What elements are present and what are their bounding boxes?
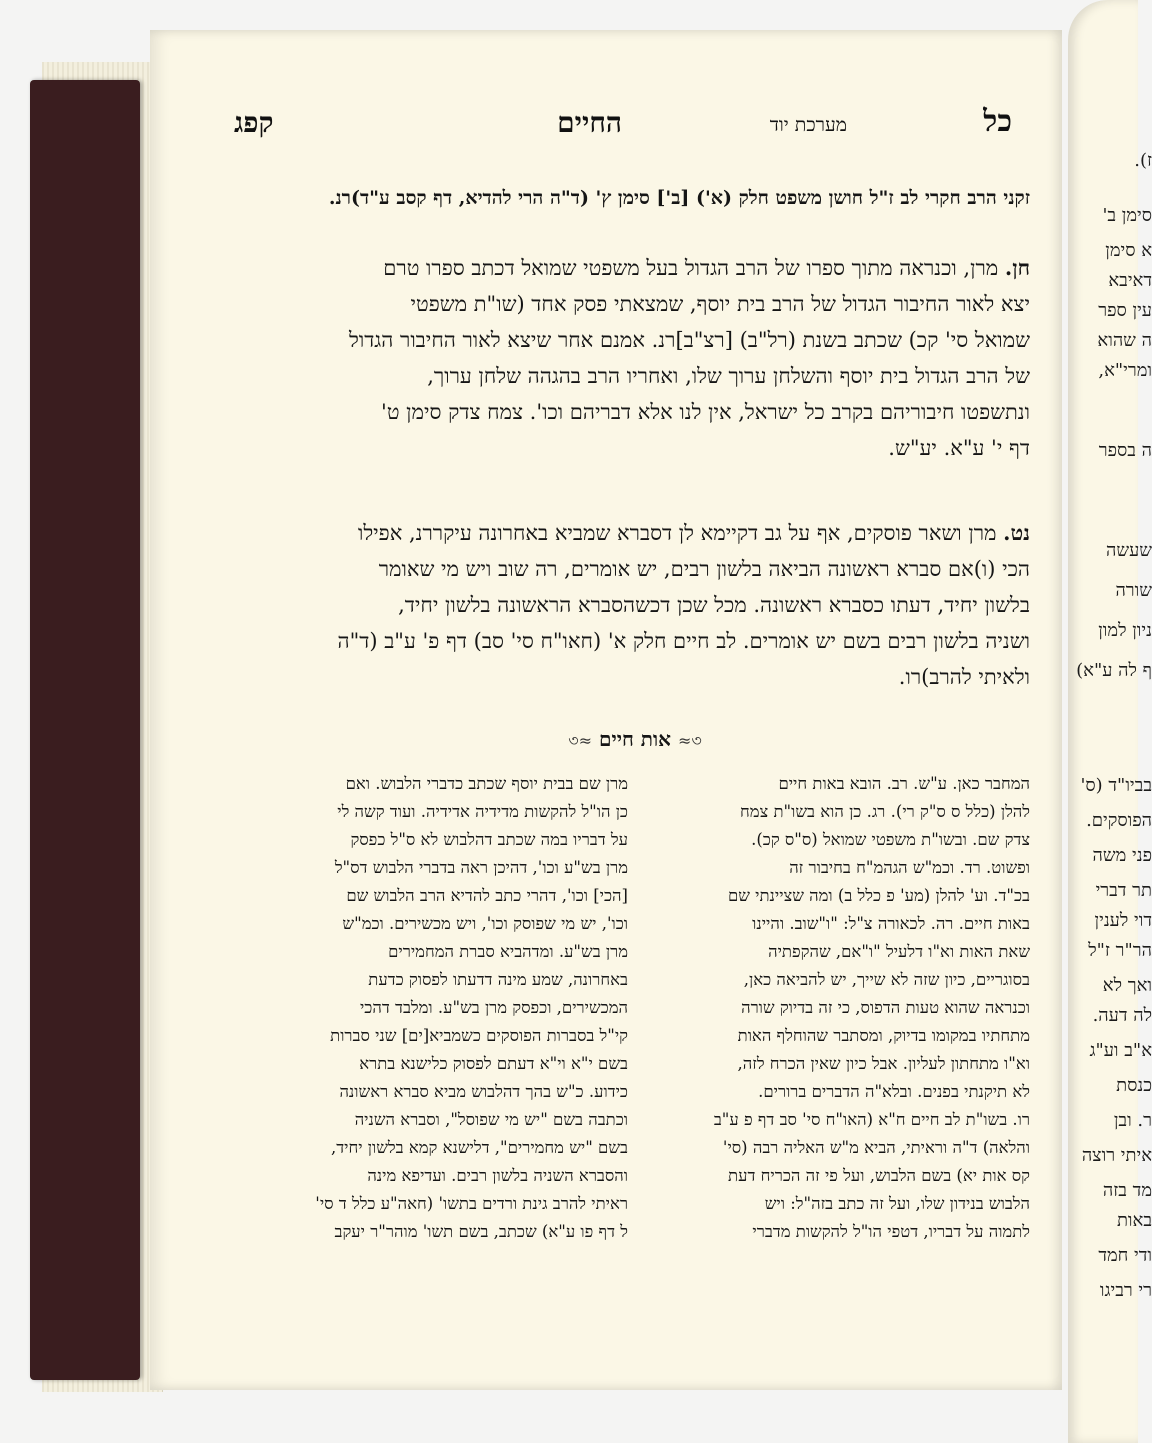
top-line: זקני הרב חקרי לב ז"ל חושן משפט חלק (א') [ב'] סימן ץ' (ד"ה הרי להדיא, דף קסב ע"ד)רנ.	[328, 187, 1030, 209]
note-line: ראיתי להרב גינת ורדים בתשו' (חאה"ע כלל ד סי'	[315, 1194, 628, 1213]
note-line: שאת האות וא"ו דלעיל "ו"אם, שהקפתיה	[768, 942, 1030, 961]
section-header	[240, 727, 1030, 755]
note-line: הלבוש בנידון שלו, ועל זה כתב בזה"ל: ויש	[764, 1194, 1030, 1213]
note-line: באחרונה, שמע מינה דדעתו לפסוק כדעת	[368, 970, 628, 989]
note-line: באות חיים. רה. לכאורה צ"ל: "ו"שוב. והיינו	[752, 914, 1030, 933]
entry-chn-line: דף י' ע"א. יע"ש.	[888, 436, 1030, 460]
entry-chn-line: ונתשפטו חיבוריהם בקרב כל ישראל, אין לנו אלא דבריהם וכו'. צמח צדק סימן ט'	[381, 400, 1030, 424]
facing-page-fragment: א סימן	[1105, 240, 1152, 261]
facing-page-fragment: פני משה	[1092, 845, 1152, 866]
facing-page-fragment: מד בזה	[1102, 1180, 1152, 1201]
running-head-section: מערכת יוד	[769, 114, 847, 136]
notes-column-left	[248, 770, 628, 1246]
note-line: וכנראה שהוא טעות הדפוס, כי זה בדיוק שורה	[741, 998, 1030, 1017]
note-line: מרן בש"ע וכו', דהיכן ראה בדברי הלבוש דס"ל	[334, 858, 628, 877]
page-number: קפג	[234, 106, 274, 139]
facing-page-fragment: ה בספר	[1098, 440, 1152, 461]
note-line: בכ"ד. וע' להלן (מע' פ כלל ב) ומה שציינתי שם	[727, 886, 1030, 905]
note-line: המחבר כאן. ע"ש. רב. הובא באות חיים	[778, 774, 1030, 793]
facing-page-fragment: כנסת	[1116, 1075, 1152, 1096]
note-line: לתמוה על דבריו, דטפי הו"ל להקשות מדברי	[752, 1222, 1030, 1241]
entry-chn	[240, 250, 1030, 466]
note-line: כידוע. כ"ש בהך דהלבוש מביא סברא ראשונה	[339, 1082, 628, 1101]
facing-page-fragment: דוי לענין	[1094, 910, 1152, 931]
facing-page-fragment: הפוסקים.	[1086, 810, 1152, 831]
notes-column-right	[650, 770, 1030, 1246]
entry-nt	[240, 515, 1030, 695]
entry-nt-label: נט.	[1003, 520, 1030, 545]
running-head	[234, 104, 1032, 148]
entry-nt-line: מרן ושאר פוסקים, אף על גב דקיימא לן דסברא שמביא באחרונה עיקררנ, אפילו	[357, 521, 997, 545]
facing-page-fragment: ף לה ע"א)	[1076, 660, 1152, 681]
note-line: על דבריו במה שכתב דהלבוש לא ס"ל כפסק	[350, 830, 628, 849]
facing-page-fragment: באות	[1116, 1210, 1152, 1231]
entry-chn-line: של הרב הגדול בית יוסף והשלחן ערוך שלו, ואחריו הרב בהגהה שלחן ערוך,	[427, 364, 1030, 388]
ornament-icon: ৩≈	[677, 731, 702, 750]
note-line: צדק שם. ובשו"ת משפטי שמואל (ס"ס קכ).	[751, 830, 1030, 849]
facing-page-fragment: איתי רוצה	[1081, 1145, 1152, 1166]
entry-nt-line: בלשון יחיד, דעתו כסברא ראשונה. מכל שכן דכשהסברא הראשונה בלשון יחיד,	[398, 593, 1030, 617]
entry-chn-label: חן.	[1004, 255, 1030, 280]
facing-page-fragment: רי רביגו	[1099, 1280, 1152, 1301]
entry-nt-line: ולאיתי להרב)רו.	[898, 665, 1030, 689]
note-line: ופשוט. רד. וכמ"ש הגהמ"ח בחיבור זה	[789, 858, 1030, 877]
facing-page-fragment: דאיבא	[1108, 270, 1152, 291]
facing-page-fragment: לה דעה.	[1092, 1005, 1152, 1026]
facing-page-fragment: ומרי"א,	[1098, 360, 1152, 381]
facing-page-fragment: הר"ר ז"ל	[1088, 940, 1152, 961]
note-line: בסוגריים, כיון שזה לא שייך, יש להביאה כאן,	[743, 970, 1030, 989]
entry-chn-line: יצא לאור החיבור הגדול של הרב בית יוסף, שמצאתי פסק אחד (שו"ת משפטי	[410, 292, 1030, 316]
note-line: בשם "יש מחמירים", דלישנא קמא בלשון יחיד,	[330, 1138, 628, 1157]
note-line: וכו', יש מי שפוסק וכו', ויש מכשירים. וכמ"ש	[342, 914, 628, 933]
facing-page-fragment: בביו"ד (ס'	[1080, 775, 1152, 796]
facing-page-fragment: ז).	[1134, 150, 1152, 171]
note-line: וא"ו מתחתון לעליון. אבל כיון שאין הכרח לזה,	[737, 1054, 1030, 1073]
facing-page-fragment: שורה	[1115, 580, 1152, 601]
ornament-icon: ≈৩	[568, 731, 593, 750]
note-line: כן הו"ל להקשות מדידיה אדידיה. ועוד קשה לי	[337, 802, 628, 821]
note-line: והסברא השניה בלשון רבים. ועדיפא מינה	[367, 1166, 628, 1185]
note-line: מרן בש"ע. ומדהביא סברת המחמירים	[388, 942, 628, 961]
note-line: [הכי] וכו', דהרי כתב להדיא הרב הלבוש שם	[346, 886, 628, 905]
note-line: להלן (כלל ס ס"ק רי). רג. כן הוא בשו"ת צמח	[740, 802, 1030, 821]
note-line: והלאה) ד"ה וראיתי, הביא מ"ש האליה רבה (סי'	[722, 1138, 1030, 1157]
facing-page-fragment: א"ב וע"ג	[1089, 1040, 1152, 1061]
facing-page-fragment: ניון למון	[1098, 620, 1152, 641]
note-line: מתחתיו במקומו בדיוק, ומסתבר שהוחלף האות	[737, 1026, 1030, 1045]
note-line: קי"ל בסברות הפוסקים כשמביא[ים] שני סברות	[330, 1026, 628, 1045]
entry-chn-line: מרן, וכנראה מתוך ספרו של הרב הגדול בעל משפטי שמואל דכתב ספרו טרם	[383, 256, 999, 280]
facing-page-fragment: ודי חמד	[1098, 1245, 1152, 1266]
facing-page-fragment: שעשה	[1105, 540, 1152, 561]
facing-page-fragment: ה שהוא	[1097, 330, 1152, 351]
note-line: המכשירים, וכפסק מרן בש"ע. ומלבד דהכי	[359, 998, 628, 1017]
note-line: וכתבה בשם "יש מי שפוסל", וסברא השניה	[354, 1110, 628, 1129]
entry-chn-line: שמואל סי' קכ) שכתב בשנת (רל"ב) [רצ"ב]רנ. אמנם אחר שיצא לאור החיבור הגדול	[349, 328, 1030, 352]
book-cover	[30, 80, 140, 1380]
note-line: רו. בשו"ת לב חיים ח"א (האו"ח סי' סב דף פ ע"ב	[713, 1110, 1030, 1129]
facing-page-fragment: סימן ב'	[1102, 205, 1152, 226]
entry-nt-line: הכי (ו)אם סברא ראשונה הביאה בלשון רבים, יש אומרים, רה שוב ויש מי שאומר	[378, 557, 1030, 581]
facing-page-fragment: עין ספר	[1098, 300, 1152, 321]
note-line: מרן שם בבית יוסף שכתב כדברי הלבוש. ואם	[345, 774, 628, 793]
book-page	[150, 30, 1062, 1390]
running-head-letters: כל	[983, 104, 1012, 139]
entry-nt-line: ושניה בלשון רבים בשם יש אומרים. לב חיים חלק א' (חאו"ח סי' סב) דף פ' ע"ב (ד"ה	[337, 629, 1030, 653]
note-line: לא תיקנתי בפנים. ובלא"ה הדברים ברורים.	[758, 1082, 1030, 1101]
note-line: ל דף פו ע"א) שכתב, בשם תשו' מוהר"ר יעקב	[334, 1222, 628, 1241]
note-line: בשם י"א וי"א דעתם לפסוק כלישנא בתרא	[359, 1054, 628, 1073]
facing-page-fragment: ואך לא	[1102, 975, 1152, 996]
facing-page	[1068, 0, 1152, 1443]
running-head-title: החיים	[557, 106, 622, 139]
note-line: קס אות יא) בשם הלבוש, ועל פי זה הכריח דעת	[728, 1166, 1030, 1185]
facing-page-fragment: תר דברי	[1095, 880, 1152, 901]
section-title: אות חיים	[599, 727, 671, 751]
facing-page-fragment: ר. ובן	[1113, 1110, 1152, 1131]
